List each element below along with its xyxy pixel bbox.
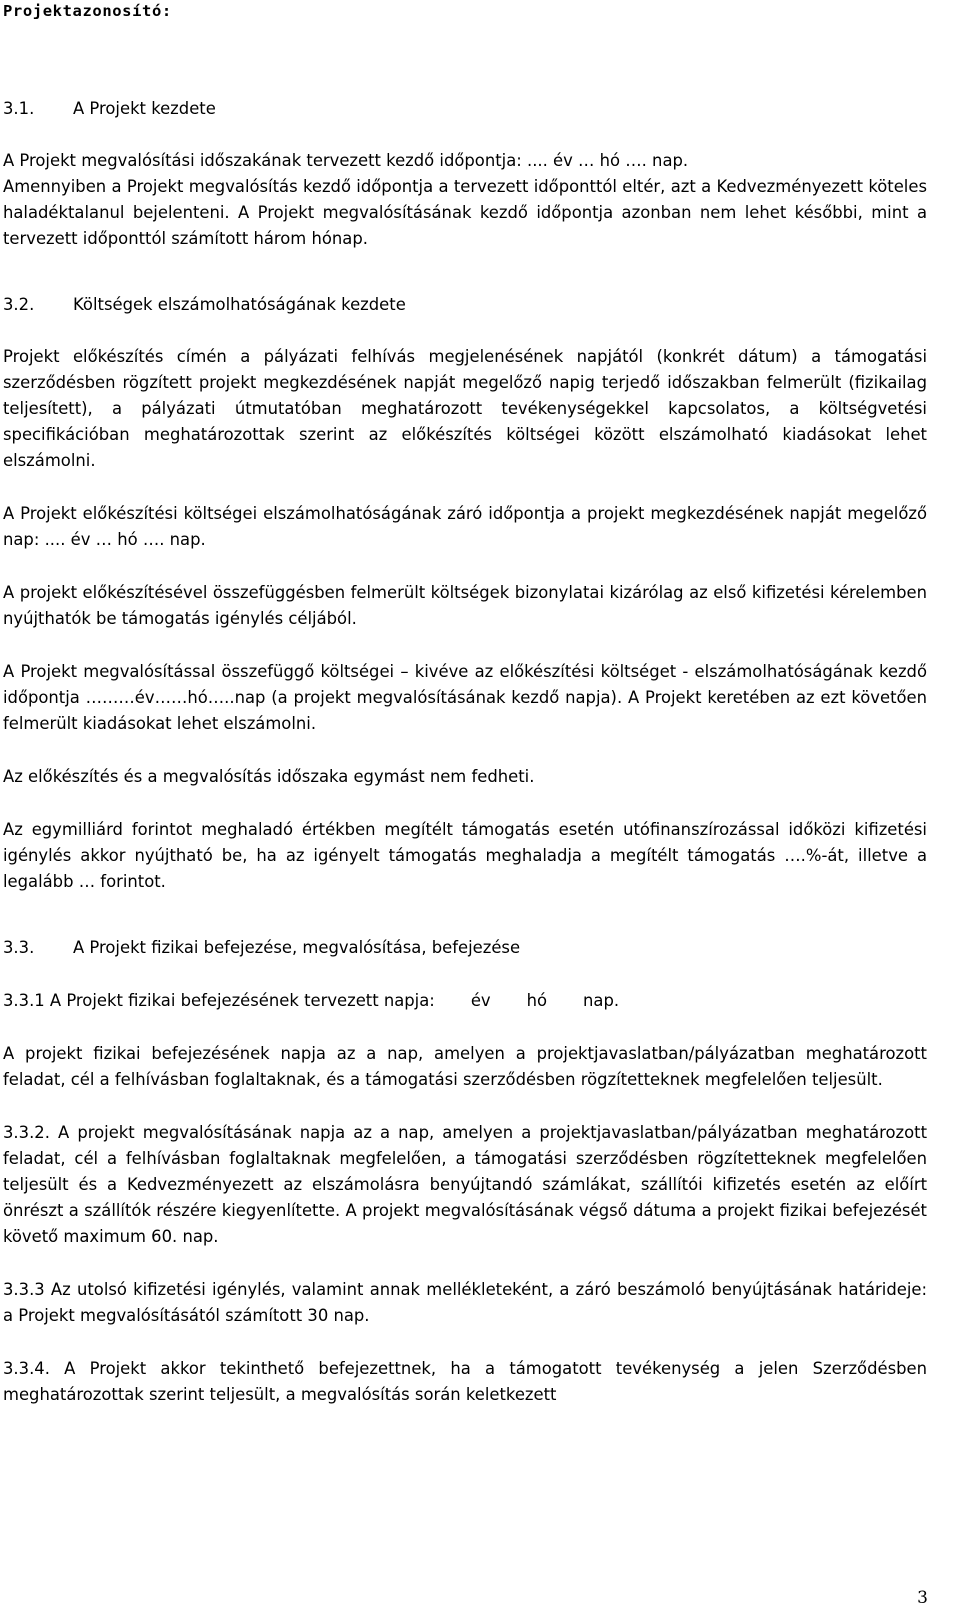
spacer	[3, 1329, 927, 1356]
section-number: 3.1.	[3, 99, 35, 118]
section-number: 3.2.	[3, 295, 35, 314]
spacer	[3, 1250, 927, 1277]
document-body	[3, 96, 927, 1408]
spacer	[3, 632, 927, 659]
spacer	[3, 252, 927, 292]
spacer	[3, 318, 927, 344]
section-heading-3-1	[3, 96, 927, 122]
spacer	[3, 122, 927, 148]
spacer	[3, 737, 927, 764]
spacer	[3, 895, 927, 935]
date-month-label: hó	[526, 991, 548, 1010]
paragraph-line: A Projekt megvalósítási időszakának tervezett kezdő időpontja: .... év … hó …. nap.	[3, 151, 689, 170]
paragraph: Projekt előkészítés címén a pályázati felhívás megjelenésének napjától (konkrét dátum) a támogatási szerződésben rögzített projekt megkezdésének napját megelőző napig terjedő időszakban felmerült (fizikailag teljesített), a pályázati útmutatóban meghatározott tevékenységekkel kapcsolatos, a költségvetési specifikációban meghatározottak szerint az előkészítés költségei között elszámolható kiadásokat lehet elszámolni.	[3, 347, 927, 470]
paragraph-text: Amennyiben a Projekt megvalósítás kezdő időpontja a tervezett időponttól eltér, azt a Kedvezményezett köteles haladéktalanul bejelenteni. A Projekt megvalósításának kezdő időpontja azonban nem lehet későbbi, mint a tervezett időponttól számított három hónap.	[3, 177, 927, 248]
page-number: 3	[917, 1588, 928, 1608]
subsection-label: 3.3.1 A Projekt fizikai befejezésének tervezett napja:	[3, 991, 435, 1010]
section-title: A Projekt fizikai befejezése, megvalósítása, befejezése	[73, 938, 521, 957]
spacer	[3, 553, 927, 580]
section-heading-3-2	[3, 292, 927, 318]
paragraph: A projekt előkészítésével összefüggésben felmerült költségek bizonylatai kizárólag az első kifizetési kérelemben nyújthatók be támogatás igénylés céljából.	[3, 583, 927, 628]
paragraph: A projekt fizikai befejezésének napja az a nap, amelyen a projektjavaslatban/pályázatban meghatározott feladat, cél a felhívásban foglaltaknak, és a támogatási szerződésben rögzítetteknek megfelelően teljesült.	[3, 1044, 927, 1089]
paragraph: Az egymilliárd forintot meghaladó értékben megítélt támogatás esetén utófinanszírozással időközi kifizetési igénylés akkor nyújtható be, ha az igényelt támogatás meghaladja a megítélt támogatás ….%-át, illetve a legalább … forintot.	[3, 820, 927, 891]
paragraph: A Projekt megvalósítással összefüggő költségei – kivéve az előkészítési költséget - elszámolhatóságának kezdő időpontja ………év……hó…..nap (a projekt megvalósításának kezdő napja). A Projekt keretében az ezt követően felmerült kiadásokat lehet elszámolni.	[3, 662, 927, 733]
paragraph-3-3-3: 3.3.3 Az utolsó kifizetési igénylés, valamint annak mellékleteként, a záró beszámoló benyújtásának határideje: a Projekt megvalósításától számított 30 nap.	[3, 1280, 927, 1325]
spacer	[3, 474, 927, 501]
spacer	[3, 961, 927, 988]
project-id-label: Projektazonosító:	[3, 2, 172, 20]
subsection-3-3-1	[3, 988, 927, 1014]
paragraph: Az előkészítés és a megvalósítás időszaka egymást nem fedheti.	[3, 767, 535, 786]
section-number: 3.3.	[3, 938, 35, 957]
paragraph-3-3-4: 3.3.4. A Projekt akkor tekinthető befejezettnek, ha a támogatott tevékenység a jelen Szerződésben meghatározottak szerint teljesült, a megvalósítás során keletkezett	[3, 1359, 927, 1404]
spacer	[3, 790, 927, 817]
paragraph-3-3-2: 3.3.2. A projekt megvalósításának napja az a nap, amelyen a projektjavaslatban/pályázatban meghatározott feladat, cél a felhívásban foglaltaknak megfelelően, a támogatási szerződésben rögzítetteknek megfelelően teljesült és a Kedvezményezett az elszámolásra benyújtandó számlákat, szállítói kifizetés esetén az előírt önrészt a szállítók részére kiegyenlítette. A projekt megvalósításának végső dátuma a projekt fizikai befejezését követő maximum 60. nap.	[3, 1123, 927, 1246]
date-year-label: év	[470, 991, 491, 1010]
section-heading-3-3	[3, 935, 927, 961]
section-title: Költségek elszámolhatóságának kezdete	[73, 295, 406, 314]
section-title: A Projekt kezdete	[73, 99, 216, 118]
date-day-label: nap.	[583, 991, 620, 1010]
paragraph: A Projekt előkészítési költségei elszámolhatóságának záró időpontja a projekt megkezdésének napját megelőző nap: .... év … hó …. nap.	[3, 504, 927, 549]
paragraph-start-date	[3, 148, 927, 252]
spacer	[3, 1014, 927, 1041]
spacer	[3, 1093, 927, 1120]
